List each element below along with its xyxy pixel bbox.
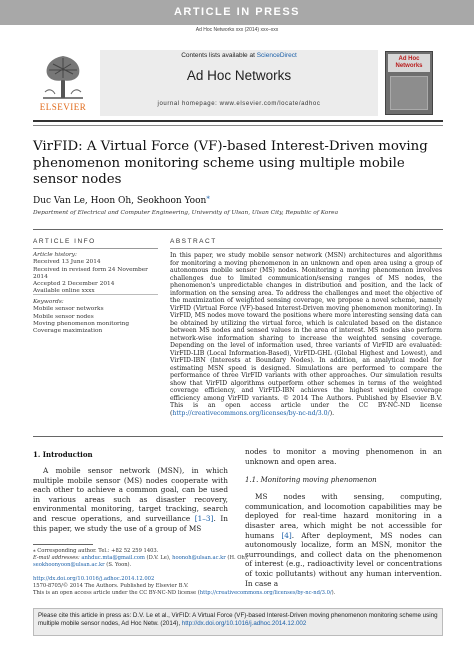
email-link[interactable]: hoonoh@ulsan.ac.kr [172,554,226,561]
author-names: Duc Van Le, Hoon Oh, Seokhoon Yoon [33,196,207,206]
copyright-prefix: © 2014 The Authors. Published by Elsevier B.V. This is an open access article under the CC BY-NC-ND license ( [170,394,442,417]
corresponding-author-footnote [33,548,283,568]
keyword-item: Coverage maximization [33,328,103,335]
license-line [33,590,443,597]
subsection-heading: 1.1. Monitoring moving phenomenon [245,476,377,485]
contents-prefix: Contents lists available at [181,52,257,59]
sciencedirect-link[interactable]: ScienceDirect [256,52,297,59]
citation-notice-text: Please cite this article in press as: D.V. Le et al., VirFID: A Virtual Force (VF)-based Interest-Driven moving phenomenon monitoring scheme using multiple mobile sensor nodes, Ad Hoc Netw. (2014), [38,612,438,627]
divider-above-info [33,229,443,230]
doi-block [33,576,443,596]
history-revised: Received in revised form 24 November 2014 [33,266,148,280]
intro-text-end: . In this paper, we study the use of a group of MS [33,513,228,533]
email-link[interactable]: seokhoonyoon@ulsan.ac.kr [33,561,105,568]
introduction-heading: 1. Introduction [33,450,93,459]
authors [33,193,210,206]
article-title: VirFID: A Virtual Force (VF)-based Interest-Driven moving phenomenon monitoring scheme using multiple mobile sensor nodes [33,139,428,187]
article-in-press-banner: ARTICLE IN PRESS [0,0,474,25]
cover-image [390,76,428,110]
article-info-heading: ARTICLE INFO [33,238,96,245]
abstract-heading: ABSTRACT [170,238,217,245]
corresponding-author-line: ⁎ Corresponding author. Tel.: +82 52 259 1403. [33,548,159,554]
issn-line: 1570-8705/© 2014 The Authors. Published by Elsevier B.V. [33,582,189,589]
elsevier-tree-icon [41,52,85,100]
email-owner: (S. Yoon). [104,561,132,568]
keyword-item: Mobile sensor networks [33,306,104,313]
abstract-body [170,252,442,417]
citation-link[interactable]: [1–3] [194,513,214,523]
history-received: Received 13 June 2014 [33,259,101,266]
monitoring-text-start: MS nodes with sensing, computing, communication, and locomotion capabilities may be deployed for real-time hazard monitoring in a disaster area, which might be not accessible for humans [245,492,442,540]
footnote-rule [33,544,93,545]
left-column [33,450,228,533]
elsevier-logo [33,52,93,114]
journal-homepage[interactable]: journal homepage: www.elsevier.com/locate/adhoc [157,101,321,107]
citation-notice-box [33,608,443,636]
email-owner: (D.V. Le), [144,554,173,561]
divider-below-abstract [33,436,443,437]
abstract-rule [170,248,442,249]
copyright-suffix: ). [329,409,335,417]
intro-text-start: A mobile sensor network (MSN), in which multiple mobile sensor (MS) nodes cooperate with each other to achieve a common goal, can be used in various areas such as disaster recovery, environmental monitoring, target tracking, search and rescue operations, and surveillance [33,466,228,523]
keyword-item: Moving phenomenon monitoring [33,320,130,327]
doi-link[interactable]: http://dx.doi.org/10.1016/j.adhoc.2014.12.002 [33,576,155,582]
license-link[interactable]: http://creativecommons.org/licenses/by-nc-nd/3.0/ [199,589,332,596]
header-rule-bottom [33,125,443,126]
abstract-text: In this paper, we study mobile sensor network (MSN) architectures and algorithms for monitoring a moving phenomenon in an unknown and open area using a group of autonomous mobile sensor (MS) nodes. Monitoring a moving phenomenon involves challenges due to limited communication/sensing ranges of MS nodes, the phenomenon's unpredictable changes in distribution and position, and the lack of information on the sensing area. To address the challenges and meet the objective of the maximization of weighted sensing coverage, we propose a novel scheme, namely VirFID (Virtual Force (VF)-based Interest-Driven moving phenomenon monitoring). In VirFID, MS nodes move toward the positions where more interesting sensing data can be obtained by utilizing the virtual force, which is calculated based on the distance between MS nodes and sensed values in the area of interest. MS nodes also perform network-wise information sharing to increase the weighted sensing coverage. Depending on the level of information used, three variants of VirFID are evaluated: VirFID-LIB (Local Information-Based), VirFID-GHL (Global Highest and Lowest), and VirFID-IBN (Interests at Boundary Nodes). In addition, an analytical model for estimating MSN speed is designed. Simulations are performed to compare the performance of three VirFID variants with other approaches. Our simulation results show that VirFID algorithms outperform other schemes in terms of the weighted coverage efficiency, and VirFID-IBN achieves the highest weighted coverage efficiency among VirFID variants. [170,252,442,402]
keywords-label: Keywords: [33,299,64,305]
email-link[interactable]: anhduc.mta@gmail.com [81,554,145,561]
introduction-paragraph [33,466,228,533]
email-label: E-mail addresses: [33,554,82,561]
citation-doi-link[interactable]: http://dx.doi.org/10.1016/j.adhoc.2014.12.002 [181,620,307,627]
article-history [33,252,158,296]
journal-reference: Ad Hoc Networks xxx (2014) xxx–xxx [195,27,279,33]
contents-line [100,52,378,59]
history-online: Available online xxxx [33,288,95,295]
intro-continued-paragraph: nodes to monitor a moving phenomenon in an unknown and open area. [245,447,442,466]
email-addresses [33,555,283,569]
email-owner: (H. Oh), [225,554,249,561]
license-suffix: ). [331,589,336,596]
keyword-item: Mobile sensor nodes [33,313,94,320]
history-label: Article history: [33,252,77,258]
journal-title: Ad Hoc Networks [186,68,292,83]
journal-header-box [100,50,378,116]
header-rule-top [33,120,443,122]
journal-cover-thumbnail [385,51,433,115]
keywords-block [33,299,158,335]
cover-title: Ad Hoc Networks [395,56,423,69]
keywords-rule [33,294,158,295]
history-accepted: Accepted 2 December 2014 [33,281,115,288]
article-info-rule [33,248,158,249]
monitoring-text-end: . After deployment, MS nodes can autonomously localize, form an MSN, monitor the surroundings, and collect data on the phenomenon of interest (e.g., radioactivity level or concentrations of toxic pollutants) without any human intervention. In case a [245,530,442,588]
monitoring-paragraph [245,492,442,588]
license-prefix: This is an open access article under the CC BY-NC-ND license ( [33,589,200,596]
corresponding-author-mark[interactable]: ⁎ [206,193,210,201]
license-link[interactable]: http://creativecommons.org/licenses/by-nc-nd/3.0/ [172,409,330,417]
elsevier-wordmark: ELSEVIER [39,102,87,112]
citation-link[interactable]: [4] [281,530,292,540]
affiliation: Department of Electrical and Computer Engineering, University of Ulsan, Ulsan City, Republic of Korea [33,210,339,216]
